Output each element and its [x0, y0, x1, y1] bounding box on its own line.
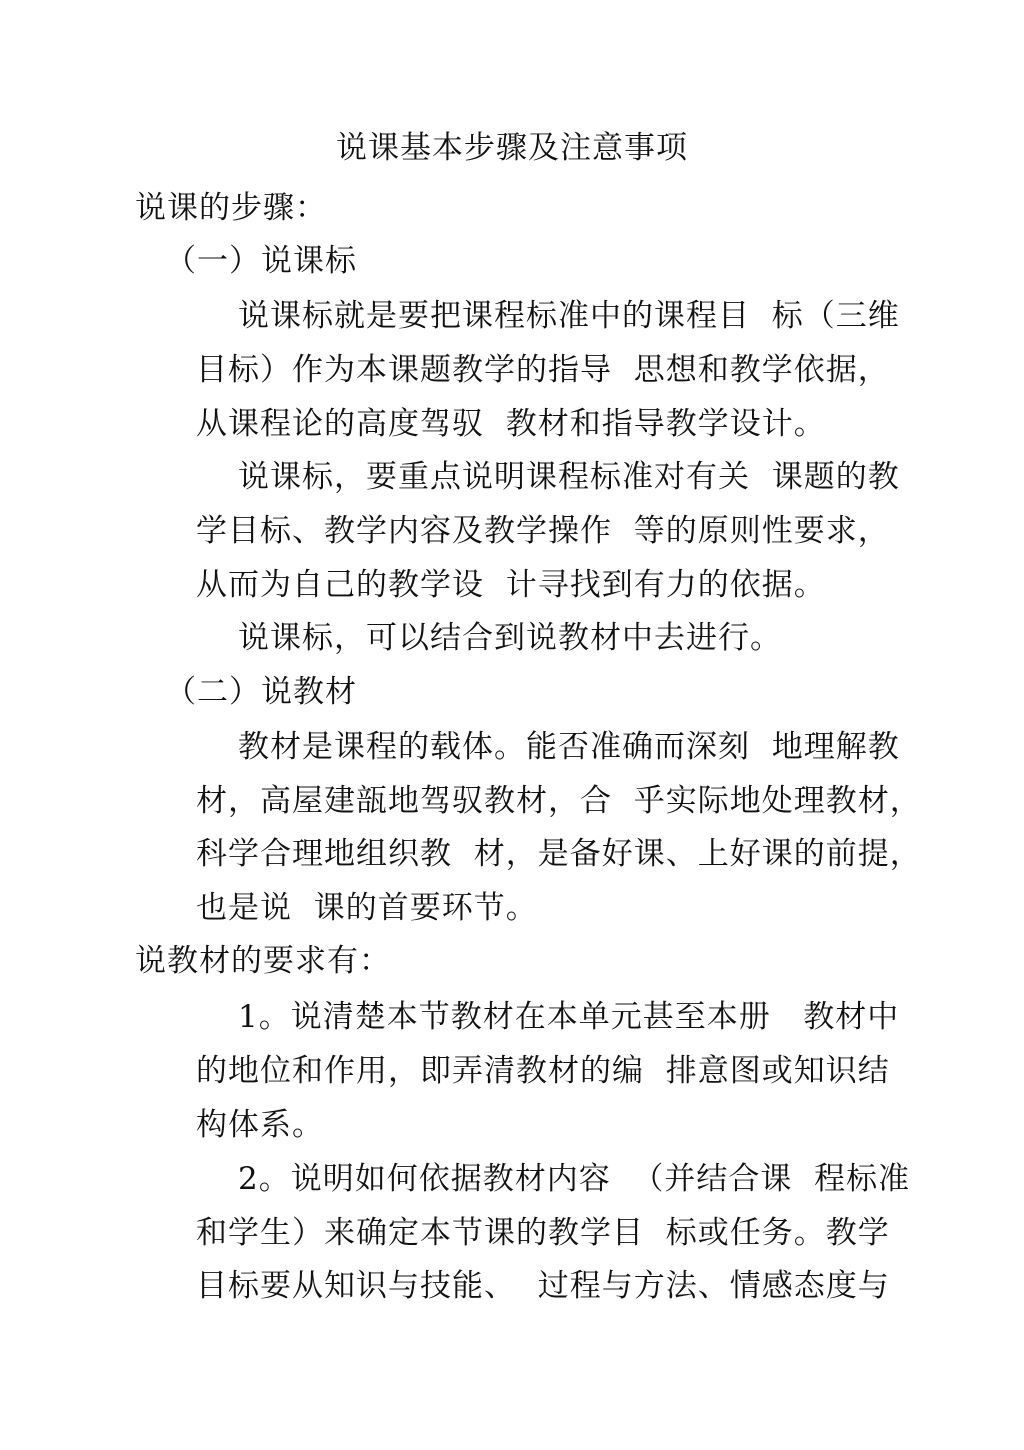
paragraph-line: 说课标，可以结合到说教材中去进行。 — [238, 620, 782, 656]
subheading-curriculum-standard: （一）说课标 — [165, 243, 357, 279]
section-heading-steps: 说课的步骤： — [135, 190, 327, 226]
paragraph-line: 材，高屋建瓿地驾驭教材，合 乎实际地处理教材， — [196, 783, 922, 819]
paragraph-line: 说课标，要重点说明课程标准对有关 课题的教 — [238, 459, 900, 495]
paragraph-line: 2。说明如何依据教材内容 （并结合课 程标准 — [238, 1161, 911, 1197]
paragraph-line: 目标）作为本课题教学的指导 思想和教学依据， — [196, 352, 890, 388]
paragraph-line: 1。说清楚本节教材在本单元甚至本册 教材中 — [238, 999, 900, 1035]
paragraph-line: 从课程论的高度驾驭 教材和指导教学设计。 — [196, 406, 826, 442]
paragraph-line: 教材是课程的载体。能否准确而深刻 地理解教 — [238, 729, 900, 765]
paragraph-line: 的地位和作用，即弄清教材的编 排意图或知识结 — [196, 1053, 890, 1089]
paragraph-line: 和学生）来确定本节课的教学目 标或任务。教学 — [196, 1215, 890, 1251]
paragraph-line: 科学合理地组织教 材，是备好课、上好课的前提， — [196, 836, 922, 872]
subheading-teaching-material: （二）说教材 — [165, 674, 357, 710]
paragraph-line: 说课标就是要把课程标准中的课程目 标（三维 — [238, 298, 900, 334]
document-title: 说课基本步骤及注意事项 — [336, 130, 688, 166]
paragraph-line: 从而为自己的教学设 计寻找到有力的依据。 — [196, 567, 826, 603]
paragraph-line: 目标要从知识与技能、 过程与方法、情感态度与 — [196, 1268, 890, 1304]
paragraph-line: 构体系。 — [196, 1107, 324, 1143]
paragraph-line: 学目标、教学内容及教学操作 等的原则性要求， — [196, 513, 890, 549]
paragraph-line: 也是说 课的首要环节。 — [196, 890, 538, 926]
section-heading-requirements: 说教材的要求有： — [135, 943, 391, 979]
